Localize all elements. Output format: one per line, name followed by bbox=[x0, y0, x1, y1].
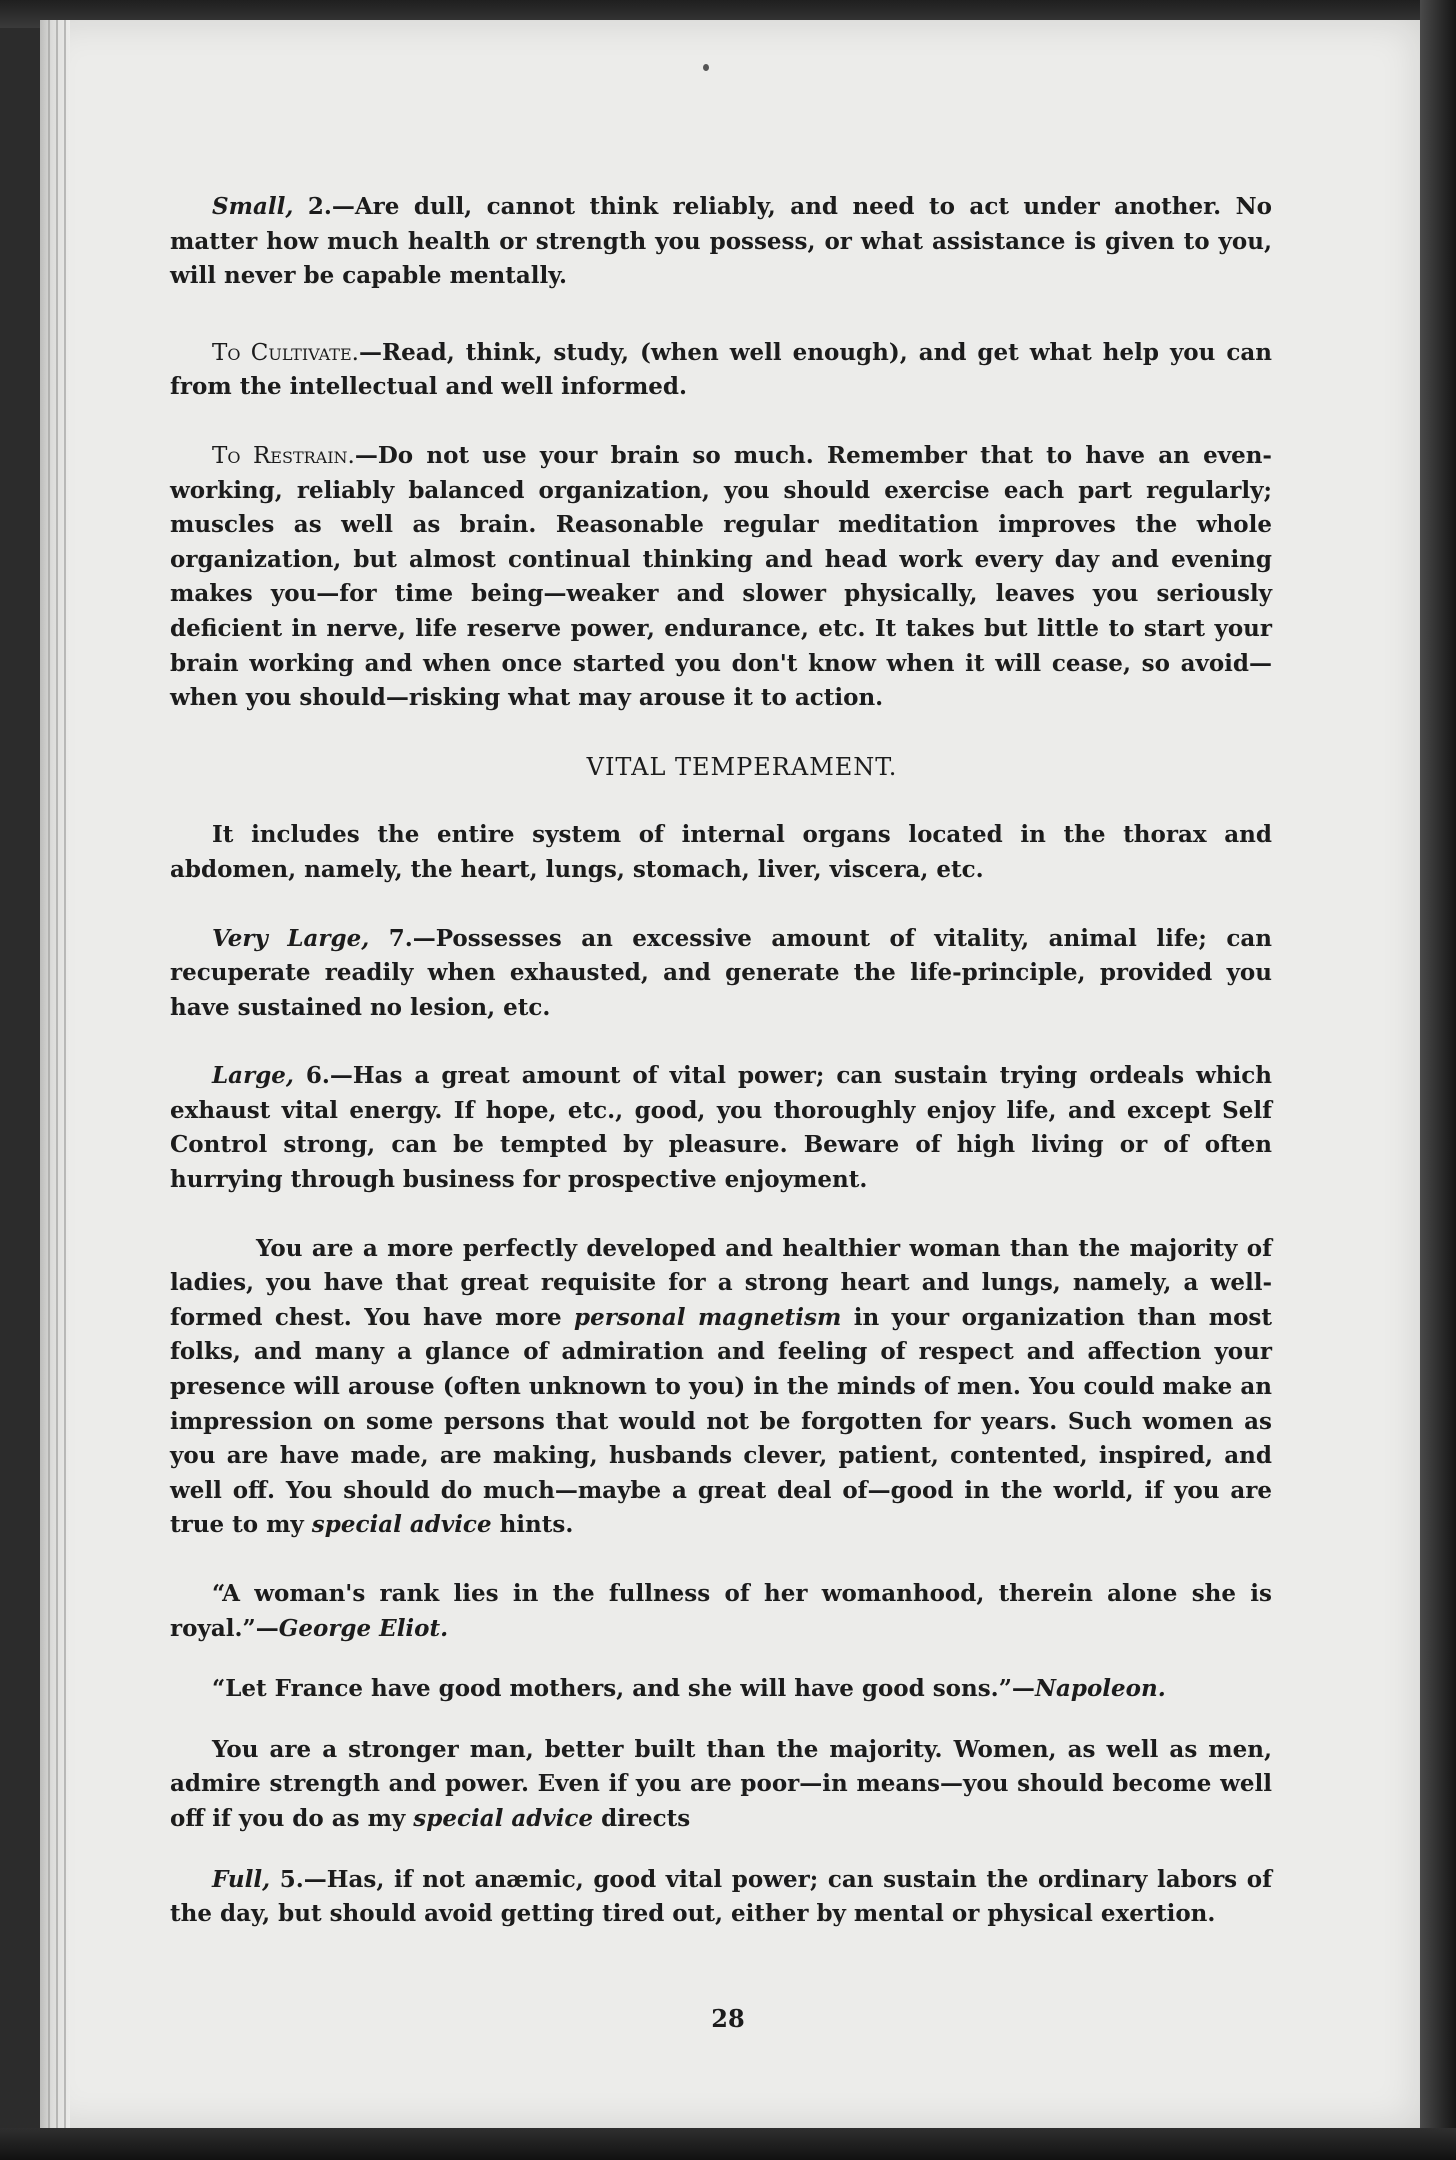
paragraph-to-cultivate bbox=[170, 336, 1272, 405]
paragraph-very-large bbox=[170, 922, 1272, 1026]
grade-label: Very Large, bbox=[212, 924, 370, 952]
quote-author: Napoleon. bbox=[1034, 1675, 1166, 1703]
grade-label: Small, bbox=[212, 193, 294, 220]
page-edge-line bbox=[48, 20, 50, 2128]
quote-napoleon bbox=[170, 1672, 1272, 1707]
paragraph-text: 6.—Has a great amount of vital power; can sustain trying ordeals which exhaust vital energy. If hope, etc., good, you thoroughly enjoy life, and except Self Control strong, can be tempted by pleasure. Beware of high living or of often hurrying through business for prospective enjoyment. bbox=[170, 1062, 1272, 1194]
paragraph-woman bbox=[170, 1232, 1272, 1543]
section-heading: VITAL TEMPERAMENT. bbox=[586, 752, 898, 781]
paragraph-text: hints. bbox=[491, 1511, 574, 1539]
paragraph-text: 7.—Possesses an excessive amount of vitality, animal life; can recuperate readily when exhausted, and generate the life-principle, provided you have sustained no lesion, etc. bbox=[170, 924, 1272, 1021]
paragraph-small bbox=[170, 190, 1272, 294]
grade-label: Large, bbox=[212, 1062, 294, 1090]
paragraph-text: 5.—Has, if not anæmic, good vital power; can sustain the ordinary labors of the day, but should avoid getting tired out, either by mental or physical exertion. bbox=[170, 1865, 1272, 1928]
paragraph-large bbox=[170, 1059, 1272, 1197]
scan-speck bbox=[703, 64, 709, 71]
section-label: To Cultivate. bbox=[212, 339, 359, 366]
paragraph-includes: It includes the entire system of internal organs located in the thorax and abdomen, namely, the heart, lungs, stomach, liver, viscera, etc. bbox=[170, 821, 1272, 883]
paragraph-text: You are a more perfectly developed and healthier woman than the majority of ladies, you have that great requisite for a strong heart and lungs, namely, a well-formed chest. You have more bbox=[170, 1234, 1272, 1331]
paragraph-text: 2.—Are dull, cannot think reliably, and need to act under another. No matter how much health or strength you possess, or what assistance is given to you, will never be capable mentally. bbox=[170, 193, 1272, 290]
paragraph-to-restrain bbox=[170, 439, 1272, 716]
page-body bbox=[170, 190, 1272, 1932]
section-label: To Restrain. bbox=[212, 442, 355, 469]
page-number: 28 bbox=[711, 2004, 745, 2033]
quote-text: “Let France have good mothers, and she will have good sons.”— bbox=[212, 1675, 1035, 1703]
paragraph-text: directs bbox=[593, 1804, 691, 1832]
paragraph-man bbox=[170, 1733, 1272, 1837]
page-edge-line bbox=[56, 20, 58, 2128]
emphasis-text: special advice bbox=[413, 1804, 594, 1832]
scan-right-shadow bbox=[1420, 0, 1456, 2160]
quote-george-eliot bbox=[170, 1577, 1272, 1646]
paragraph-text: in your organization than most folks, and many a glance of admiration and feeling of respect and affection your presence will arouse (often unknown to you) in the minds of men. You could make an impression on some persons that would not be forgotten for years. Such women as you are have made, are making, husbands clever, patient, contented, inspired, and well off. You should do much—maybe a great deal of—good in the world, if you are true to my bbox=[170, 1303, 1272, 1539]
emphasis-text: special advice bbox=[311, 1511, 492, 1539]
paragraph-text: —Read, think, study, (when well enough), and get what help you can from the intellectual and well informed. bbox=[170, 338, 1272, 401]
paragraph-full bbox=[170, 1863, 1272, 1932]
paragraph-text: You are a stronger man, better built than the majority. Women, as well as men, admire strength and power. Even if you are poor—in means—you should become well off if you do as my bbox=[170, 1735, 1272, 1832]
quote-author: George Eliot. bbox=[278, 1614, 449, 1642]
quote-text: “A woman's rank lies in the fullness of her womanhood, therein alone she is royal.”— bbox=[170, 1580, 1272, 1642]
page-edge-line bbox=[64, 20, 66, 2128]
emphasis-text: personal magnetism bbox=[574, 1303, 842, 1331]
scan-bottom-border bbox=[0, 2128, 1456, 2160]
grade-label: Full, bbox=[212, 1865, 271, 1893]
paragraph-text: —Do not use your brain so much. Remember that to have an even-working, reliably balanced organization, you should exercise each part regularly; muscles as well as brain. Reasonable regular meditation improves the whole organization, but almost continual thinking and head work every day and evening makes you—for time being—weaker and slower physically, leaves you seriously deficient in nerve, life reserve power, endurance, etc. It takes but little to start your brain working and when once started you don't know when it will cease, so avoid—when you should—risking what may arouse it to action. bbox=[170, 441, 1272, 712]
